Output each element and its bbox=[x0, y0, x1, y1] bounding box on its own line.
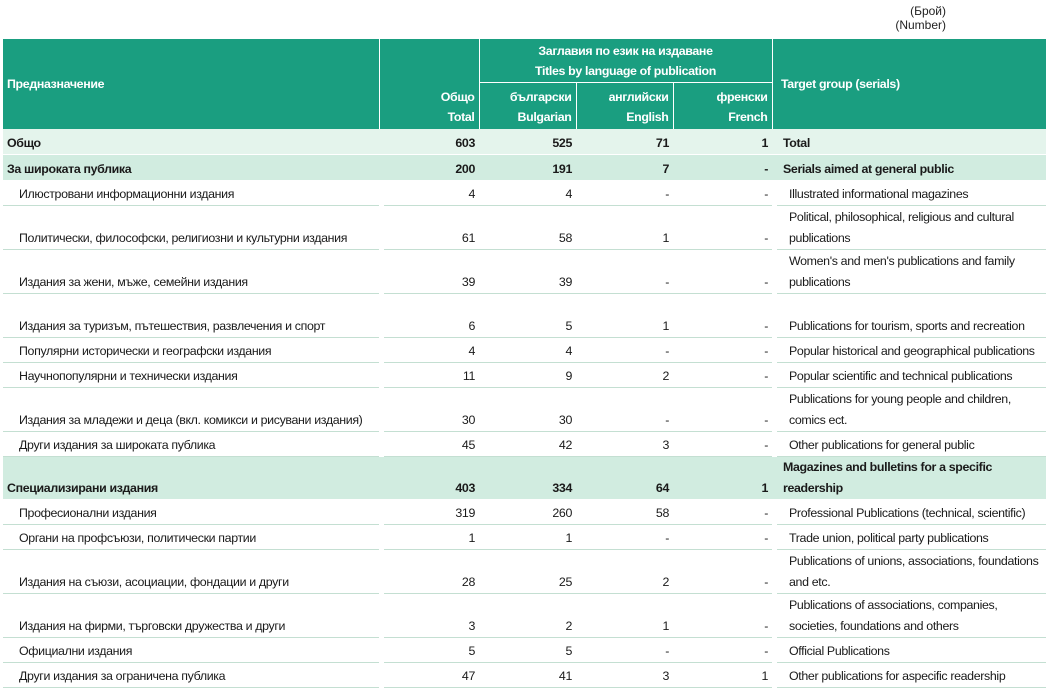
header-language-group-en: Titles by language of publication bbox=[535, 63, 716, 78]
row-label-en: Professional Publications (technical, scientific) bbox=[777, 500, 1046, 525]
row-label-bg: Други издания за широката публика bbox=[3, 432, 379, 457]
row-french: - bbox=[673, 338, 772, 363]
table-row bbox=[3, 181, 1046, 206]
table-row bbox=[3, 525, 1046, 550]
serials-by-language-table bbox=[3, 39, 1046, 688]
row-label-en: Official Publications bbox=[777, 638, 1046, 663]
row-label-en: Magazines and bulletins for a specific readership bbox=[777, 457, 1046, 500]
row-french: - bbox=[673, 363, 772, 388]
row-total: 45 bbox=[384, 432, 479, 457]
row-french: - bbox=[673, 206, 772, 250]
header-lang-french-bg: френски bbox=[716, 90, 768, 104]
row-total: 30 bbox=[384, 388, 479, 432]
row-english: - bbox=[576, 388, 673, 432]
row-bulgarian: 4 bbox=[479, 181, 576, 206]
row-bulgarian: 25 bbox=[479, 550, 576, 594]
header-lang-english-en: English bbox=[626, 110, 669, 124]
row-total: 6 bbox=[384, 294, 479, 338]
row-english: 3 bbox=[576, 432, 673, 457]
row-label-en: Women's and men's publications and family publications bbox=[777, 250, 1046, 294]
row-english: 1 bbox=[576, 594, 673, 638]
table-row bbox=[3, 638, 1046, 663]
row-french: - bbox=[673, 155, 772, 181]
header-language-group-bg: Заглавия по език на издаване bbox=[538, 43, 713, 58]
section-row bbox=[3, 457, 1046, 500]
row-label-en: Popular scientific and technical publications bbox=[777, 363, 1046, 388]
table-row bbox=[3, 594, 1046, 638]
row-label-bg: Органи на профсъюзи, политически партии bbox=[3, 525, 379, 550]
header-lang-bulgarian-bg: български bbox=[509, 90, 572, 104]
row-label-bg: Популярни исторически и географски издания bbox=[3, 338, 379, 363]
table-row bbox=[3, 388, 1046, 432]
table-header bbox=[3, 39, 1046, 129]
row-english: - bbox=[576, 250, 673, 294]
header-total bbox=[384, 39, 479, 129]
header-language-group bbox=[479, 39, 772, 83]
row-bulgarian: 2 bbox=[479, 594, 576, 638]
row-total: 11 bbox=[384, 363, 479, 388]
table-row bbox=[3, 338, 1046, 363]
row-label-bg: За широката публика bbox=[3, 155, 379, 181]
table-row bbox=[3, 500, 1046, 525]
row-english: - bbox=[576, 638, 673, 663]
row-label-en: Trade union, political party publications bbox=[777, 525, 1046, 550]
row-english: 2 bbox=[576, 550, 673, 594]
row-total: 403 bbox=[384, 457, 479, 500]
row-english: 64 bbox=[576, 457, 673, 500]
header-total-en: Total bbox=[447, 110, 475, 124]
header-target-group: Target group (serials) bbox=[777, 39, 1046, 129]
row-label-bg: Издания на фирми, търговски дружества и други bbox=[3, 594, 379, 638]
row-label-en: Publications of associations, companies, societies, foundations and others bbox=[777, 594, 1046, 638]
row-label-en: Publications of unions, associations, foundations and etc. bbox=[777, 550, 1046, 594]
row-french: 1 bbox=[673, 663, 772, 688]
row-label-en: Political, philosophical, religious and cultural publications bbox=[777, 206, 1046, 250]
row-french: - bbox=[673, 250, 772, 294]
row-french: - bbox=[673, 594, 772, 638]
header-total-bg: Общо bbox=[440, 90, 475, 104]
row-bulgarian: 1 bbox=[479, 525, 576, 550]
row-total: 603 bbox=[384, 129, 479, 155]
row-label-en: Illustrated informational magazines bbox=[777, 181, 1046, 206]
row-label-bg: Общо bbox=[3, 129, 379, 155]
row-total: 319 bbox=[384, 500, 479, 525]
row-french: 1 bbox=[673, 129, 772, 155]
row-total: 61 bbox=[384, 206, 479, 250]
total-row bbox=[3, 129, 1046, 155]
row-french: - bbox=[673, 388, 772, 432]
row-french: - bbox=[673, 181, 772, 206]
row-label-bg: Други издания за ограничена публика bbox=[3, 663, 379, 688]
row-french: 1 bbox=[673, 457, 772, 500]
row-label-bg: Издания за младежи и деца (вкл. комикси и рисувани издания) bbox=[3, 388, 379, 432]
row-english: 2 bbox=[576, 363, 673, 388]
section-row bbox=[3, 155, 1046, 181]
row-label-en: Other publications for general public bbox=[777, 432, 1046, 457]
row-bulgarian: 260 bbox=[479, 500, 576, 525]
table-row bbox=[3, 206, 1046, 250]
row-bulgarian: 30 bbox=[479, 388, 576, 432]
unit-note-bg: (Брой) bbox=[910, 4, 946, 18]
row-label-en: Publications for young people and children, comics ect. bbox=[777, 388, 1046, 432]
row-bulgarian: 525 bbox=[479, 129, 576, 155]
row-french: - bbox=[673, 500, 772, 525]
row-label-bg: Илюстровани информационни издания bbox=[3, 181, 379, 206]
table-row bbox=[3, 663, 1046, 688]
table-body bbox=[3, 129, 1046, 688]
row-label-en: Publications for tourism, sports and recreation bbox=[777, 294, 1046, 338]
row-label-en: Popular historical and geographical publications bbox=[777, 338, 1046, 363]
row-english: 7 bbox=[576, 155, 673, 181]
header-purpose: Предназначение bbox=[3, 39, 379, 129]
row-bulgarian: 39 bbox=[479, 250, 576, 294]
header-lang-english bbox=[576, 83, 673, 130]
row-total: 4 bbox=[384, 338, 479, 363]
row-label-bg: Издания за жени, мъже, семейни издания bbox=[3, 250, 379, 294]
row-bulgarian: 9 bbox=[479, 363, 576, 388]
row-bulgarian: 42 bbox=[479, 432, 576, 457]
row-english: - bbox=[576, 338, 673, 363]
row-french: - bbox=[673, 294, 772, 338]
row-french: - bbox=[673, 638, 772, 663]
row-english: 1 bbox=[576, 206, 673, 250]
row-label-en: Serials aimed at general public bbox=[777, 155, 1046, 181]
row-label-bg: Официални издания bbox=[3, 638, 379, 663]
row-english: 71 bbox=[576, 129, 673, 155]
row-label-bg: Специализирани издания bbox=[3, 457, 379, 500]
row-label-en: Other publications for aspecific readership bbox=[777, 663, 1046, 688]
table-row bbox=[3, 250, 1046, 294]
header-lang-english-bg: английски bbox=[608, 90, 669, 104]
row-total: 47 bbox=[384, 663, 479, 688]
unit-note-en: (Number) bbox=[895, 18, 946, 32]
row-bulgarian: 334 bbox=[479, 457, 576, 500]
row-bulgarian: 58 bbox=[479, 206, 576, 250]
row-total: 28 bbox=[384, 550, 479, 594]
row-total: 1 bbox=[384, 525, 479, 550]
table-row bbox=[3, 550, 1046, 594]
table-row bbox=[3, 432, 1046, 457]
row-total: 5 bbox=[384, 638, 479, 663]
row-english: - bbox=[576, 181, 673, 206]
header-lang-bulgarian bbox=[479, 83, 576, 130]
row-bulgarian: 191 bbox=[479, 155, 576, 181]
row-english: 58 bbox=[576, 500, 673, 525]
table-row bbox=[3, 363, 1046, 388]
row-french: - bbox=[673, 432, 772, 457]
row-label-bg: Политически, философски, религиозни и культурни издания bbox=[3, 206, 379, 250]
header-lang-french-en: French bbox=[728, 110, 768, 124]
unit-note bbox=[820, 4, 946, 32]
row-total: 200 bbox=[384, 155, 479, 181]
row-bulgarian: 5 bbox=[479, 638, 576, 663]
row-bulgarian: 5 bbox=[479, 294, 576, 338]
row-bulgarian: 4 bbox=[479, 338, 576, 363]
row-english: 1 bbox=[576, 294, 673, 338]
header-lang-bulgarian-en: Bulgarian bbox=[517, 110, 572, 124]
row-label-bg: Научнопопулярни и технически издания bbox=[3, 363, 379, 388]
row-total: 39 bbox=[384, 250, 479, 294]
row-bulgarian: 41 bbox=[479, 663, 576, 688]
row-label-en: Total bbox=[777, 129, 1046, 155]
row-english: - bbox=[576, 525, 673, 550]
row-total: 4 bbox=[384, 181, 479, 206]
header-lang-french bbox=[673, 83, 772, 130]
row-english: 3 bbox=[576, 663, 673, 688]
row-label-bg: Издания на съюзи, асоциации, фондации и други bbox=[3, 550, 379, 594]
row-total: 3 bbox=[384, 594, 479, 638]
row-label-bg: Професионални издания bbox=[3, 500, 379, 525]
row-french: - bbox=[673, 525, 772, 550]
table-row bbox=[3, 294, 1046, 338]
row-french: - bbox=[673, 550, 772, 594]
row-label-bg: Издания за туризъм, пътешествия, развлечения и спорт bbox=[3, 294, 379, 338]
